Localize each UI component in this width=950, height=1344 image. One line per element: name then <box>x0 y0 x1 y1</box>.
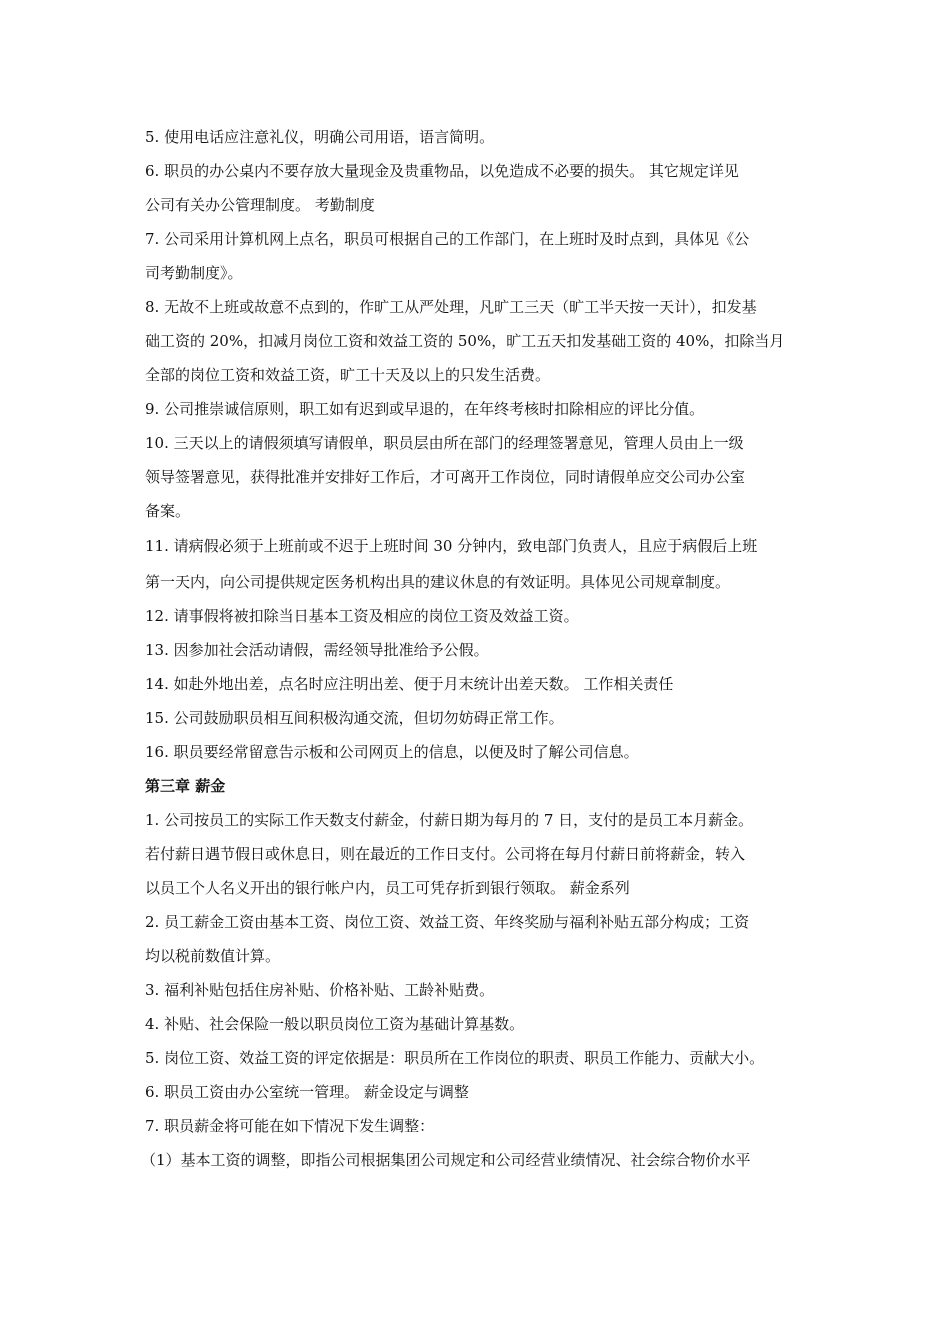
paragraph-line: 5. 岗位工资、效益工资的评定依据是：职员所在工作岗位的职责、职员工作能力、贡献大小。 <box>145 1049 765 1067</box>
chapter-heading: 第三章 薪金 <box>145 777 226 795</box>
paragraph-line: 以员工个人名义开出的银行帐户内，员工可凭存折到银行领取。 薪金系列 <box>145 879 630 897</box>
paragraph-line: （1）基本工资的调整，即指公司根据集团公司规定和公司经营业绩情况、社会综合物价水平 <box>141 1151 751 1169</box>
paragraph-line: 15. 公司鼓励职员相互间积极沟通交流，但切勿妨碍正常工作。 <box>145 709 564 727</box>
document-body <box>141 120 815 1177</box>
paragraph-line: 11. 请病假必须于上班前或不迟于上班时间 30 分钟内，致电部门负责人，且应于病假后上班 <box>145 537 758 555</box>
paragraph-line: 第一天内，向公司提供规定医务机构出具的建议休息的有效证明。具体见公司规章制度。 <box>145 573 731 591</box>
paragraph-line: 础工资的 20%，扣减月岗位工资和效益工资的 50%，旷工五天扣发基础工资的 40%，扣除当月 <box>145 332 785 350</box>
paragraph-line: 1. 公司按员工的实际工作天数支付薪金，付薪日期为每月的 7 日，支付的是员工本月薪金。 <box>145 811 754 829</box>
paragraph-line: 公司有关办公管理制度。 考勤制度 <box>145 196 375 214</box>
paragraph-line: 司考勤制度》。 <box>145 264 243 282</box>
paragraph-line: 3. 福利补贴包括住房补贴、价格补贴、工龄补贴费。 <box>145 981 495 999</box>
paragraph-line: 4. 补贴、社会保险一般以职员岗位工资为基础计算基数。 <box>145 1015 525 1033</box>
paragraph-line: 若付薪日遇节假日或休息日，则在最近的工作日支付。公司将在每月付薪日前将薪金，转入 <box>145 845 746 863</box>
paragraph-line: 8. 无故不上班或故意不点到的，作旷工从严处理，凡旷工三天（旷工半天按一天计），扣发基 <box>145 298 757 316</box>
paragraph-line: 6. 职员工资由办公室统一管理。 薪金设定与调整 <box>145 1083 469 1101</box>
paragraph-line: 7. 职员薪金将可能在如下情况下发生调整： <box>145 1117 435 1135</box>
paragraph-line: 16. 职员要经常留意告示板和公司网页上的信息，以便及时了解公司信息。 <box>145 743 639 761</box>
paragraph-line: 领导签署意见，获得批准并安排好工作后，才可离开工作岗位，同时请假单应交公司办公室 <box>145 468 746 486</box>
paragraph-line: 7. 公司采用计算机网上点名，职员可根据自己的工作部门，在上班时及时点到，具体见《公 <box>145 230 750 248</box>
paragraph-line: 12. 请事假将被扣除当日基本工资及相应的岗位工资及效益工资。 <box>145 607 579 625</box>
paragraph-line: 6. 职员的办公桌内不要存放大量现金及贵重物品，以免造成不必要的损失。 其它规定详见 <box>145 162 739 180</box>
paragraph-line: 5. 使用电话应注意礼仪，明确公司用语，语言简明。 <box>145 128 495 146</box>
paragraph-line: 备案。 <box>145 502 191 520</box>
paragraph-line: 均以税前数值计算。 <box>145 947 281 965</box>
paragraph-line: 10. 三天以上的请假须填写请假单，职员层由所在部门的经理签署意见，管理人员由上一级 <box>145 434 744 452</box>
paragraph-line: 9. 公司推崇诚信原则，职工如有迟到或早退的，在年终考核时扣除相应的评比分值。 <box>145 400 705 418</box>
paragraph-line: 全部的岗位工资和效益工资，旷工十天及以上的只发生活费。 <box>145 366 551 384</box>
paragraph-line: 2. 员工薪金工资由基本工资、岗位工资、效益工资、年终奖励与福利补贴五部分构成；工资 <box>145 913 750 931</box>
paragraph-line: 14. 如赴外地出差，点名时应注明出差、便于月末统计出差天数。 工作相关责任 <box>145 675 674 693</box>
paragraph-line: 13. 因参加社会活动请假，需经领导批准给予公假。 <box>145 641 489 659</box>
